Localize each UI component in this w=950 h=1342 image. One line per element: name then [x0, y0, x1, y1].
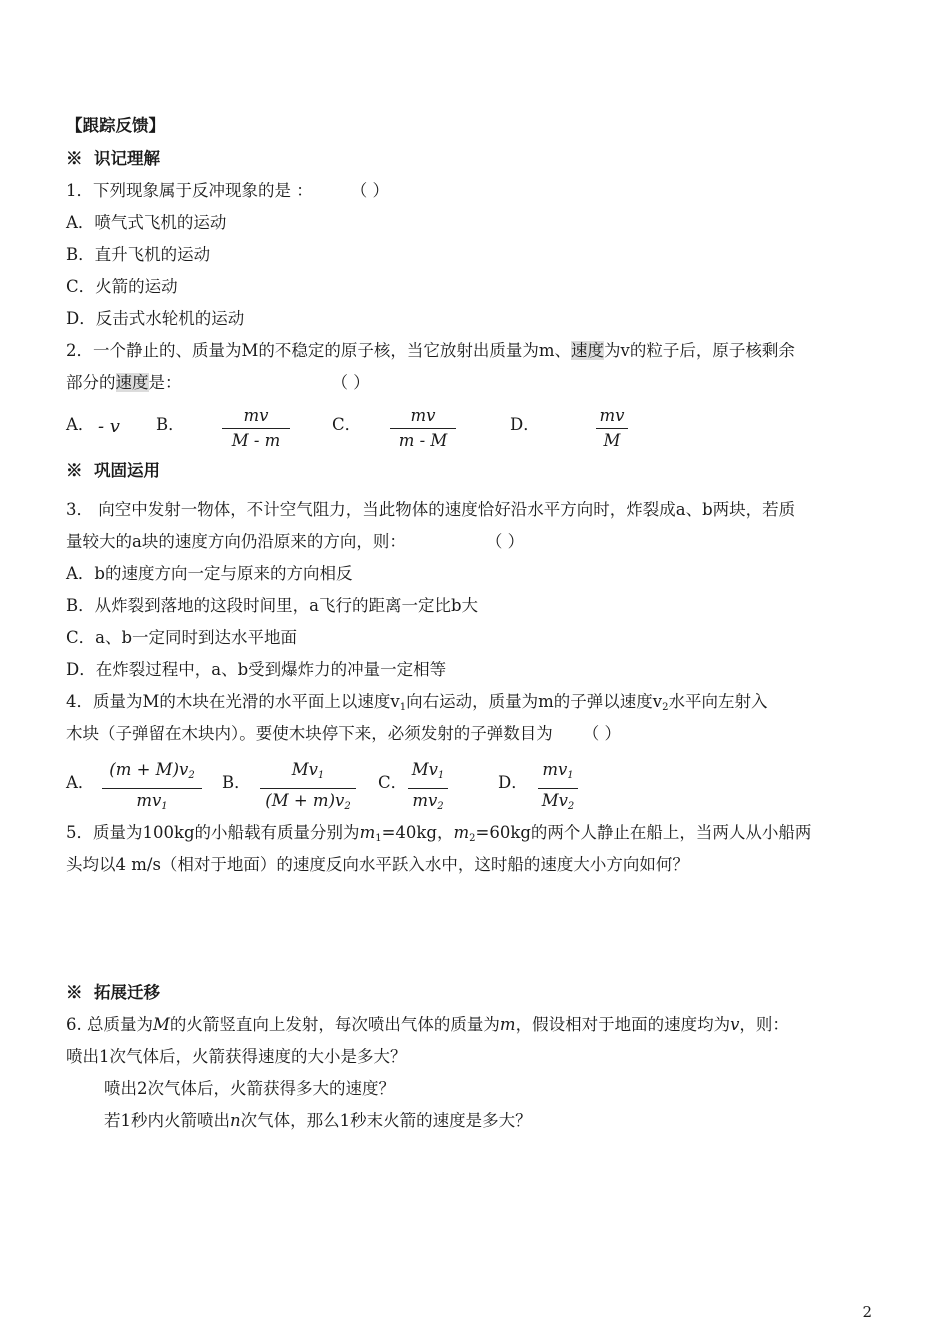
subsection-apply-title: 巩固运用	[94, 461, 160, 480]
q2-label-b: B．	[156, 415, 185, 434]
question-5-text-c: =60kg的两个人静止在船上，当两人从小船两	[475, 823, 812, 842]
denominator	[260, 791, 356, 817]
question-6-text-d: ，则：	[739, 1015, 789, 1034]
fraction-bar	[390, 428, 456, 429]
answer-paren: （ ）	[485, 532, 525, 551]
q2-option-a-value: - v	[98, 416, 120, 437]
q2-option-c-fraction	[390, 406, 456, 451]
variable: M	[153, 1015, 170, 1034]
denominator	[102, 791, 202, 817]
question-4-text-a: 4．质量为M的木块在光滑的水平面上以速度v	[66, 692, 400, 711]
numerator: mv	[599, 406, 625, 425]
subscript: 1	[161, 801, 168, 812]
numerator	[102, 760, 202, 786]
question-3-option-a: A．b的速度方向一定与原来的方向相反	[66, 564, 353, 583]
question-3-option-c: C．a、b一定同时到达水平地面	[66, 628, 298, 647]
q2-option-d-fraction	[596, 406, 628, 451]
question-3-line-1: 3． 向空中发射一物体，不计空气阻力，当此物体的速度恰好沿水平方向时，炸裂成a、b两块，若质	[66, 500, 796, 519]
answer-paren: （ ）	[331, 373, 370, 392]
subscript: 1	[375, 833, 382, 844]
question-3-text: 量较大的a块的速度方向仍沿原来的方向，则：	[66, 532, 406, 551]
question-6-line-1	[66, 1014, 789, 1036]
question-6-text-c: ，假设相对于地面的速度均为	[515, 1015, 731, 1034]
q2-label-a: A．	[66, 415, 95, 434]
fraction-bar	[102, 788, 202, 789]
question-2-text-c: 部分的	[66, 373, 116, 392]
question-6-text-a: 6. 总质量为	[66, 1015, 153, 1034]
q2-label-d: D．	[510, 415, 540, 434]
variable: v	[730, 1015, 740, 1034]
question-4-text-b: 向右运动，质量为m的子弹以速度v	[406, 692, 663, 711]
denominator	[538, 791, 578, 817]
q4-option-b-fraction	[260, 760, 356, 817]
variable: m	[499, 1015, 516, 1034]
variable: m	[453, 823, 470, 842]
denominator: m - M	[398, 431, 448, 450]
subscript: 2	[344, 801, 351, 812]
q2-label-c: C．	[332, 415, 362, 434]
numerator: mv	[243, 406, 269, 425]
question-6-text-f: 次气体，那么1秒末火箭的速度是多大？	[240, 1111, 532, 1130]
question-1-stem	[66, 180, 389, 202]
numerator-text: Mv	[411, 760, 438, 779]
question-1-option-b: B．直升飞机的运动	[66, 245, 211, 264]
numerator	[538, 760, 578, 786]
fraction-bar	[538, 788, 578, 789]
question-2-text-b: 为v的粒子后，原子核剩余	[604, 341, 795, 360]
denominator-text: mv	[412, 791, 438, 810]
subscript: 1	[399, 702, 407, 713]
question-3-option-b: B．从炸裂到落地的这段时间里，a飞行的距离一定比b大	[66, 596, 479, 615]
question-1-option-c: C．火箭的运动	[66, 277, 178, 296]
fraction-bar	[260, 788, 356, 789]
q4-label-c: C．	[378, 773, 408, 792]
question-4-line-2	[66, 723, 621, 745]
question-2-text-d: 是：	[148, 373, 182, 392]
fraction-bar	[596, 428, 628, 429]
numerator: mv	[410, 406, 436, 425]
question-1-option-a: A．喷气式飞机的运动	[66, 213, 227, 232]
q2-option-b-fraction	[222, 406, 290, 451]
answer-paren: （ ）	[582, 724, 621, 743]
question-6-line-3: 喷出2次气体后，火箭获得多大的速度？	[104, 1079, 395, 1098]
denominator: M	[603, 431, 621, 450]
denominator-text: mv	[136, 791, 162, 810]
question-2-text-a: 2．一个静止的、质量为M的不稳定的原子核，当它放射出质量为m、	[66, 341, 572, 360]
question-5-line-1	[66, 822, 811, 850]
subsection-extend	[66, 982, 160, 1004]
fraction-bar	[408, 788, 448, 789]
numerator-text: mv	[542, 760, 568, 779]
highlighted-term: 速度	[571, 341, 605, 360]
fraction-bar	[222, 428, 290, 429]
denominator-text: Mv	[541, 791, 568, 810]
question-3-option-d: D．在炸裂过程中，a、b受到爆炸力的冲量一定相等	[66, 660, 447, 679]
question-6-line-2: 喷出1次气体后，火箭获得速度的大小是多大？	[66, 1047, 407, 1066]
denominator	[408, 791, 448, 817]
q4-label-b: B．	[222, 773, 251, 792]
question-2-line-1	[66, 340, 795, 362]
question-1-text: 1．下列现象属于反冲现象的是 ：	[66, 181, 313, 200]
q4-option-a-fraction	[102, 760, 202, 817]
numerator	[408, 760, 448, 786]
numerator-text: (m + M)v	[109, 760, 189, 779]
subscript: 2	[188, 770, 195, 781]
highlighted-term: 速度	[115, 373, 149, 392]
reference-mark: ※	[66, 983, 83, 1002]
reference-mark: ※	[66, 149, 83, 168]
question-5-line-2: 头均以4 m/s（相对于地面）的速度反向水平跃入水中，这时船的速度大小方向如何？	[66, 855, 689, 874]
denominator-text: (M + m)v	[265, 791, 345, 810]
subscript: 2	[662, 702, 669, 713]
subsection-apply	[66, 460, 160, 482]
question-5-text-a: 5．质量为100kg的小船载有质量分别为	[66, 823, 360, 842]
question-1-option-d: D．反击式水轮机的运动	[66, 309, 245, 328]
question-3-line-2	[66, 531, 524, 553]
section-heading: 【跟踪反馈】	[66, 116, 165, 135]
denominator: M - m	[231, 431, 281, 450]
numerator-text: Mv	[291, 760, 318, 779]
question-4-line-1	[66, 691, 767, 719]
subscript: 2	[469, 833, 476, 844]
q4-option-c-fraction	[408, 760, 448, 817]
answer-paren: （ ）	[350, 181, 389, 200]
q4-label-a: A．	[66, 773, 95, 792]
numerator	[260, 760, 356, 786]
q4-option-d-fraction	[538, 760, 578, 817]
variable: n	[230, 1111, 241, 1130]
subscript: 1	[317, 770, 325, 781]
question-4-text-c: 水平向左射入	[668, 692, 768, 711]
subscript: 1	[437, 770, 445, 781]
reference-mark: ※	[66, 461, 83, 480]
subsection-recall-title: 识记理解	[94, 149, 160, 168]
subscript: 1	[567, 770, 574, 781]
subsection-extend-title: 拓展迁移	[94, 983, 160, 1002]
q4-label-d: D．	[498, 773, 528, 792]
question-6-text-b: 的火箭竖直向上发射，每次喷出气体的质量为	[169, 1015, 500, 1034]
question-6-text-e: 若1秒内火箭喷出	[104, 1111, 230, 1130]
subscript: 2	[437, 801, 444, 812]
subsection-recall	[66, 148, 160, 170]
subscript: 2	[567, 801, 575, 812]
question-2-line-2	[66, 372, 370, 394]
question-5-text-b: =40kg，	[381, 823, 454, 842]
page-number: 2	[862, 1303, 872, 1321]
variable: m	[359, 823, 376, 842]
question-4-text-d: 木块（子弹留在木块内）。要使木块停下来，必须发射的子弹数目为	[66, 724, 553, 743]
question-6-line-4	[104, 1110, 532, 1132]
